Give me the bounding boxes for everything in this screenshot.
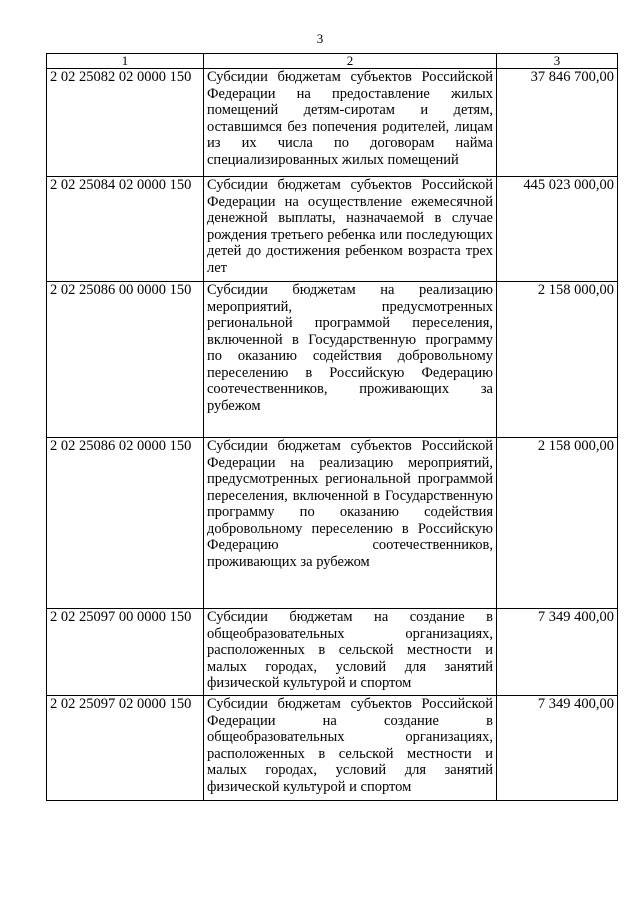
description-cell: Субсидии бюджетам субъектов Российской Федерации на предоставление жилых помещений детям-сиротам и детям, оставшимся без попечения родителей, лицам из их числа по договорам найма специализированных жилых помещений	[204, 69, 497, 177]
amount-cell: 445 023 000,00	[497, 177, 618, 282]
table-row	[47, 438, 618, 609]
amount-cell: 37 846 700,00	[497, 69, 618, 177]
budget-code-cell: 2 02 25084 02 0000 150	[47, 177, 204, 282]
budget-code-cell: 2 02 25086 02 0000 150	[47, 438, 204, 609]
table-row	[47, 177, 618, 282]
budget-code-cell: 2 02 25082 02 0000 150	[47, 69, 204, 177]
amount-cell: 7 349 400,00	[497, 696, 618, 801]
table-row	[47, 69, 618, 177]
budget-code-cell: 2 02 25097 02 0000 150	[47, 696, 204, 801]
table-row	[47, 282, 618, 438]
table-header-row	[47, 54, 618, 69]
budget-table	[46, 53, 618, 801]
column-header-code: 1	[47, 54, 204, 69]
budget-code-cell: 2 02 25086 00 0000 150	[47, 282, 204, 438]
column-header-description: 2	[204, 54, 497, 69]
description-cell: Субсидии бюджетам на создание в общеобразовательных организациях, расположенных в сельской местности и малых городах, условий для занятий физической культурой и спортом	[204, 609, 497, 696]
amount-cell: 2 158 000,00	[497, 438, 618, 609]
description-cell: Субсидии бюджетам субъектов Российской Федерации на осуществление ежемесячной денежной выплаты, назначаемой в случае рождения третьего ребенка или последующих детей до достижения ребенком возраста трех лет	[204, 177, 497, 282]
amount-cell: 2 158 000,00	[497, 282, 618, 438]
column-header-amount: 3	[497, 54, 618, 69]
table-row	[47, 696, 618, 801]
amount-cell: 7 349 400,00	[497, 609, 618, 696]
page-number: 3	[316, 31, 324, 46]
table-row	[47, 609, 618, 696]
description-cell: Субсидии бюджетам на реализацию мероприятий, предусмотренных региональной программой переселения, включенной в Государственную программу по оказанию содействия добровольному переселению в Российскую Федерацию соотечественников, проживающих за рубежом	[204, 282, 497, 438]
description-cell: Субсидии бюджетам субъектов Российской Федерации на реализацию мероприятий, предусмотренных региональной программой переселения, включенной в Государственную программу по оказанию содействия добровольному переселению в Российскую Федерацию соотечественников, проживающих за рубежом	[204, 438, 497, 609]
budget-code-cell: 2 02 25097 00 0000 150	[47, 609, 204, 696]
description-cell: Субсидии бюджетам субъектов Российской Федерации на создание в общеобразовательных организациях, расположенных в сельской местности и малых городах, условий для занятий физической культурой и спортом	[204, 696, 497, 801]
